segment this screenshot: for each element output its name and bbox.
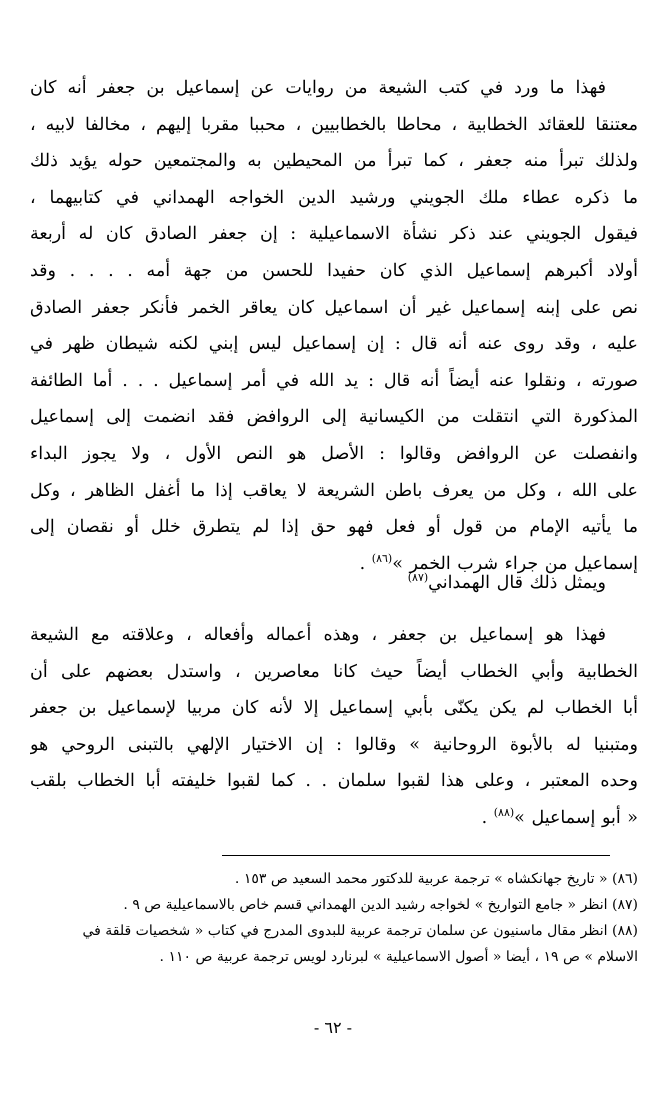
footnote-ref: (٨٦) xyxy=(371,551,393,565)
text-line: وانفصلت عن الروافض وقالوا : الأصل هو النص الأول ، ولا يجوز البداء xyxy=(30,443,638,464)
text-line-last: إسماعيل من جراء شرب الخمر »$^{(٨٦)}$ . xyxy=(359,551,638,574)
text-line: المذكورة التي انتقلت من الكيسانية إلى الروافض فقد انضمت إلى إسماعيل xyxy=(30,407,638,428)
footnote-ref: (٨٧) xyxy=(407,571,429,585)
text-line: ومتبنيا له بالأبوة الروحانية » وقالوا : إن الاختيار الإلهي بالتبنى الروحي هو xyxy=(30,734,638,755)
text-line: صورته ، ونقلوا عنه أيضاً أنه قال : يد الله في أمر إسماعيل . . . أما الطائفة xyxy=(30,370,638,391)
text-line: أبا الخطاب لم يكن يكنّى بأبي إسماعيل إلا لأنه كان مربيا لإسماعيل بن جعفر xyxy=(30,698,638,719)
text-line: وحده المعتبر ، وعلى هذا لقبوا سلمان . . كما لقبوا خليفته أبا الخطاب بلقب xyxy=(30,771,638,792)
text-line-last: « أبو إسماعيل »$^{(٨٨)}$ . xyxy=(481,806,638,828)
footnote-divider xyxy=(222,855,610,856)
footnote-ref: (٨٨) xyxy=(493,806,515,820)
text-line-content: « أبو إسماعيل » xyxy=(514,807,638,828)
footnote-86: (٨٦) « تاريخ جهانكشاه » ترجمة عربية للدكتور محمد السعيد ص ١٥٣ . xyxy=(234,871,638,887)
text-line: فيقول الجويني عند ذكر نشأة الاسماعيلية : إن جعفر الصادق كان له أربعة xyxy=(30,224,638,245)
text-line: على الله ، وكل من يعرف باطن الشريعة لا يعاقب إذا ما أغفل الظاهر ، وكل xyxy=(30,480,638,501)
text-line: عليه ، وقد روى عنه أنه قال : إن إسماعيل ليس إبني لكنه شيطان ظهر في xyxy=(30,334,638,355)
text-line: فهذا هو إسماعيل بن جعفر ، وهذه أعماله وأفعاله ، وعلاقته مع الشيعة xyxy=(30,625,606,645)
page-number: - ٦٢ - xyxy=(313,1018,353,1037)
text-line: ما يأتيه الإمام من قول أو فعل فهو حق إذا لم يتطرق خلل أو نقصان إلى xyxy=(30,517,638,538)
text-line: معتنقا للعقائد الخطابية ، محاطا بالخطابيين ، محببا مقربا إليهم ، مخالفا لابيه ، xyxy=(30,114,638,135)
footnotes xyxy=(30,866,638,970)
footnote-88-continued: الاسلام » ص ١٩ ، أيضا « أصول الاسماعيلية » لبرنارد لويس ترجمة عربية ص ١١٠ . xyxy=(159,949,638,965)
footnote-87: (٨٧) انظر « جامع التواريخ » لخواجه رشيد الدين الهمداني قسم خاص بالاسماعيلية ص ٩ . xyxy=(123,897,638,913)
text-line: نص على إبنه إسماعيل غير أن اسماعيل كان يعاقر الخمر فأنكر جعفر الصادق xyxy=(30,297,638,318)
text-line: ما ذكره عطاء ملك الجويني ورشيد الدين الخواجه الهمداني في كتابيهما ، xyxy=(30,187,638,208)
paragraph-2 xyxy=(30,565,638,602)
paragraph-3 xyxy=(30,617,638,837)
text-line-content: ويمثل ذلك قال الهمداني xyxy=(428,573,606,593)
text-line-last xyxy=(30,565,638,602)
text-line: ولذلك تبرأ منه جعفر ، كما تبرأ من المحيطين به والمجتمعين حوله يؤيد ذلك xyxy=(30,151,638,172)
text-line-content: إسماعيل من جراء شرب الخمر » xyxy=(392,553,638,574)
text-line: فهذا ما ورد في كتب الشيعة من روايات عن إسماعيل بن جعفر أنه كان xyxy=(30,78,606,98)
footnote-88: (٨٨) انظر مقال ماسنيون عن سلمان ترجمة عربية للبدوى المدرج في كتاب « شخصيات قلقة في xyxy=(82,923,638,939)
text-line: الخطابية وأبي الخطاب أيضاً حيث كانا معاصرين ، واستدل بعضهم على أن xyxy=(30,661,638,682)
text-line: أولاد أكبرهم إسماعيل الذي كان حفيدا للحسن من جهة أمه . . . . وقد xyxy=(30,260,638,281)
